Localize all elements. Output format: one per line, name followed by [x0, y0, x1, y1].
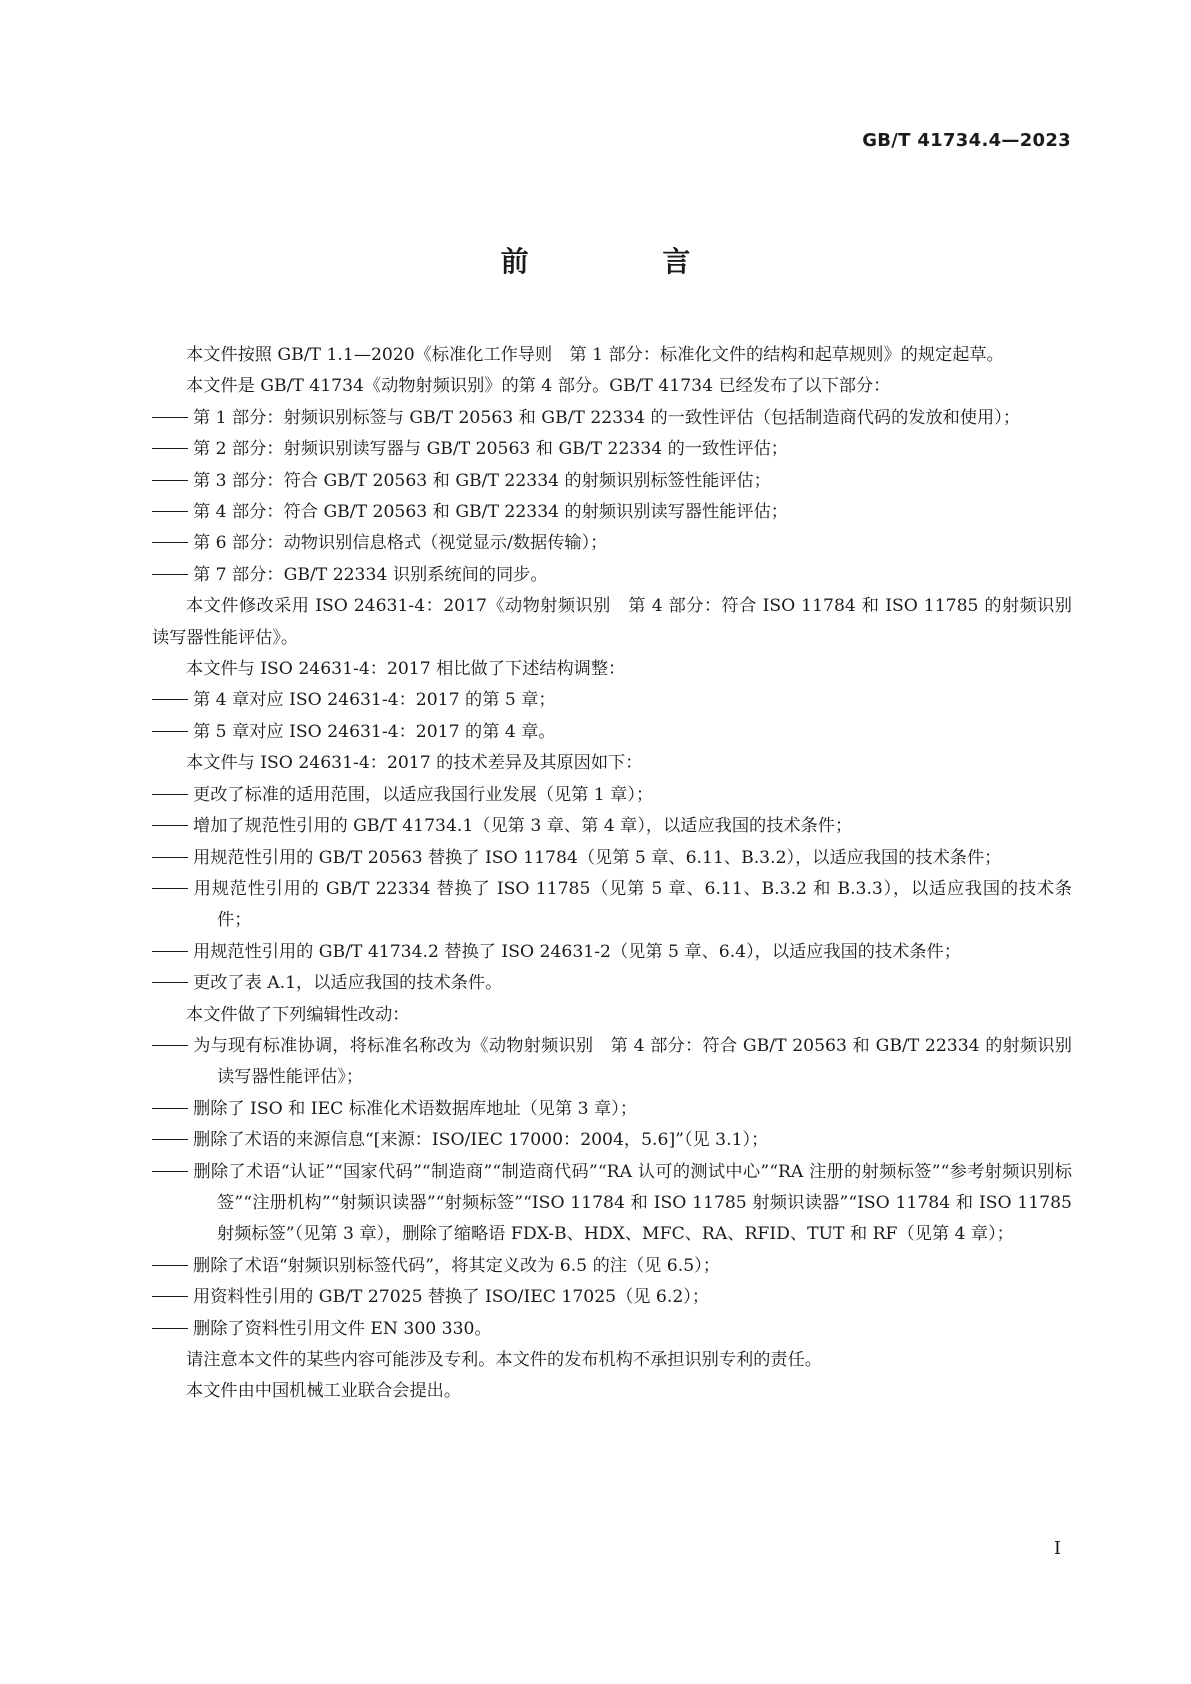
- list-item: [152, 937, 1072, 968]
- paragraph-text: 本文件修改采用 ISO 24631-4：2017《动物射频识别 第 4 部分：符合 ISO 11784 和 ISO 11785 的射频识别读写器性能评估》。: [152, 596, 1072, 648]
- em-dash-marker: [152, 528, 193, 559]
- paragraph-text: 本文件由中国机械工业联合会提出。: [186, 1381, 462, 1402]
- em-dash-marker: [152, 874, 193, 905]
- paragraph-text: 用规范性引用的 GB/T 41734.2 替换了 ISO 24631-2（见第 5 章、6.4），以适应我国的技术条件；: [193, 941, 961, 962]
- list-item: [152, 466, 1072, 497]
- em-dash-marker: [152, 968, 193, 999]
- paragraph-text: 第 3 部分：符合 GB/T 20563 和 GB/T 22334 的射频识别标签性能评估；: [193, 470, 771, 491]
- em-dash-marker: [152, 811, 193, 842]
- paragraph: [152, 748, 1072, 779]
- paragraph-text: 增加了规范性引用的 GB/T 41734.1（见第 3 章、第 4 章），以适应我国的技术条件；: [193, 816, 853, 837]
- paragraph-text: 删除了术语“射频识别标签代码”，将其定义改为 6.5 的注（见 6.5）；: [193, 1255, 720, 1276]
- list-item: [152, 717, 1072, 748]
- paragraph: [152, 591, 1072, 654]
- paragraph: [152, 654, 1072, 685]
- paragraph-text: 本文件与 ISO 24631-4：2017 相比做了下述结构调整：: [186, 659, 626, 680]
- list-item: [152, 1125, 1072, 1156]
- paragraph-text: 第 1 部分：射频识别标签与 GB/T 20563 和 GB/T 22334 的一致性评估（包括制造商代码的发放和使用）；: [193, 407, 1021, 428]
- paragraph: [152, 1000, 1072, 1031]
- paragraph-text: 第 4 章对应 ISO 24631-4：2017 的第 5 章；: [193, 690, 556, 711]
- paragraph: [152, 1345, 1072, 1376]
- paragraph-text: 为与现有标准协调，将标准名称改为《动物射频识别 第 4 部分：符合 GB/T 20563 和 GB/T 22334 的射频识别读写器性能评估》；: [193, 1035, 1072, 1088]
- list-item: [152, 1157, 1072, 1251]
- paragraph-text: 删除了术语的来源信息“[来源：ISO/IEC 17000：2004，5.6]”（见 3.1）；: [193, 1130, 769, 1151]
- paragraph-text: 本文件与 ISO 24631-4：2017 的技术差异及其原因如下：: [186, 753, 643, 774]
- paragraph-text: 第 7 部分：GB/T 22334 识别系统间的同步。: [193, 564, 548, 585]
- em-dash-marker: [152, 1282, 193, 1313]
- em-dash-marker: [152, 1031, 193, 1062]
- em-dash-marker: [152, 780, 193, 811]
- list-item: [152, 1251, 1072, 1282]
- paragraph-text: 用规范性引用的 GB/T 22334 替换了 ISO 11785（见第 5 章、6.11、B.3.2 和 B.3.3），以适应我国的技术条件；: [193, 878, 1072, 931]
- em-dash-marker: [152, 1251, 193, 1282]
- em-dash-marker: [152, 497, 193, 528]
- list-item: [152, 1094, 1072, 1125]
- list-item: [152, 528, 1072, 559]
- em-dash-marker: [152, 434, 193, 465]
- paragraph-text: 用资料性引用的 GB/T 27025 替换了 ISO/IEC 17025（见 6.2）；: [193, 1287, 710, 1308]
- em-dash-marker: [152, 560, 193, 591]
- list-item: [152, 1282, 1072, 1313]
- document-body: [152, 340, 1072, 1408]
- paragraph-text: 更改了标准的适用范围，以适应我国行业发展（见第 1 章）；: [193, 784, 654, 805]
- em-dash-marker: [152, 466, 193, 497]
- em-dash-marker: [152, 1125, 193, 1156]
- em-dash-marker: [152, 843, 193, 874]
- em-dash-marker: [152, 1314, 193, 1345]
- page-number: I: [1053, 1538, 1061, 1559]
- em-dash-marker: [152, 685, 193, 716]
- list-item: [152, 811, 1072, 842]
- em-dash-marker: [152, 937, 193, 968]
- paragraph-text: 删除了术语“认证”“国家代码”“制造商”“制造商代码”“RA 认可的测试中心”“RA 注册的射频标签”“参考射频识别标签”“注册机构”“射频识读器”“射频标签”“ISO 11784 和 ISO 11785 射频识读器”“ISO 11784 和 ISO 11785 射频标签”（见第 3 章），删除了缩略语 FDX-B、HDX、MFC、RA、RFID、TUT 和 RF（见第 4 章）；: [193, 1161, 1072, 1245]
- list-item: [152, 843, 1072, 874]
- list-item: [152, 685, 1072, 716]
- em-dash-marker: [152, 1094, 193, 1125]
- em-dash-marker: [152, 717, 193, 748]
- paragraph-text: 本文件按照 GB/T 1.1—2020《标准化工作导则 第 1 部分：标准化文件的结构和起草规则》的规定起草。: [186, 345, 1004, 365]
- paragraph: [152, 371, 1072, 402]
- paragraph-text: 请注意本文件的某些内容可能涉及专利。本文件的发布机构不承担识别专利的责任。: [186, 1350, 822, 1370]
- paragraph-text: 用规范性引用的 GB/T 20563 替换了 ISO 11784（见第 5 章、6.11、B.3.2），以适应我国的技术条件；: [193, 847, 1002, 868]
- list-item: [152, 403, 1072, 434]
- list-item: [152, 780, 1072, 811]
- list-item: [152, 434, 1072, 465]
- list-item: [152, 1314, 1072, 1345]
- paragraph-text: 第 2 部分：射频识别读写器与 GB/T 20563 和 GB/T 22334 的一致性评估；: [193, 439, 788, 460]
- paragraph-text: 第 5 章对应 ISO 24631-4：2017 的第 4 章。: [193, 721, 556, 742]
- paragraph: [152, 340, 1072, 371]
- paragraph-text: 删除了资料性引用文件 EN 300 330。: [193, 1318, 492, 1339]
- list-item: [152, 968, 1072, 999]
- paragraph-text: 第 6 部分：动物识别信息格式（视觉显示/数据传输）；: [193, 533, 608, 554]
- paragraph-text: 本文件做了下列编辑性改动：: [186, 1004, 410, 1025]
- standard-number: GB/T 41734.4—2023: [862, 130, 1071, 151]
- paragraph-text: 更改了表 A.1，以适应我国的技术条件。: [193, 973, 503, 994]
- page-title: 前 言: [500, 245, 753, 278]
- list-item: [152, 497, 1072, 528]
- em-dash-marker: [152, 1157, 193, 1188]
- list-item: [152, 560, 1072, 591]
- em-dash-marker: [152, 403, 193, 434]
- paragraph-text: 本文件是 GB/T 41734《动物射频识别》的第 4 部分。GB/T 41734 已经发布了以下部分：: [186, 376, 891, 397]
- list-item: [152, 1031, 1072, 1094]
- paragraph: [152, 1376, 1072, 1407]
- list-item: [152, 874, 1072, 937]
- paragraph-text: 删除了 ISO 和 IEC 标准化术语数据库地址（见第 3 章）；: [193, 1098, 638, 1119]
- paragraph-text: 第 4 部分：符合 GB/T 20563 和 GB/T 22334 的射频识别读写器性能评估；: [193, 502, 788, 523]
